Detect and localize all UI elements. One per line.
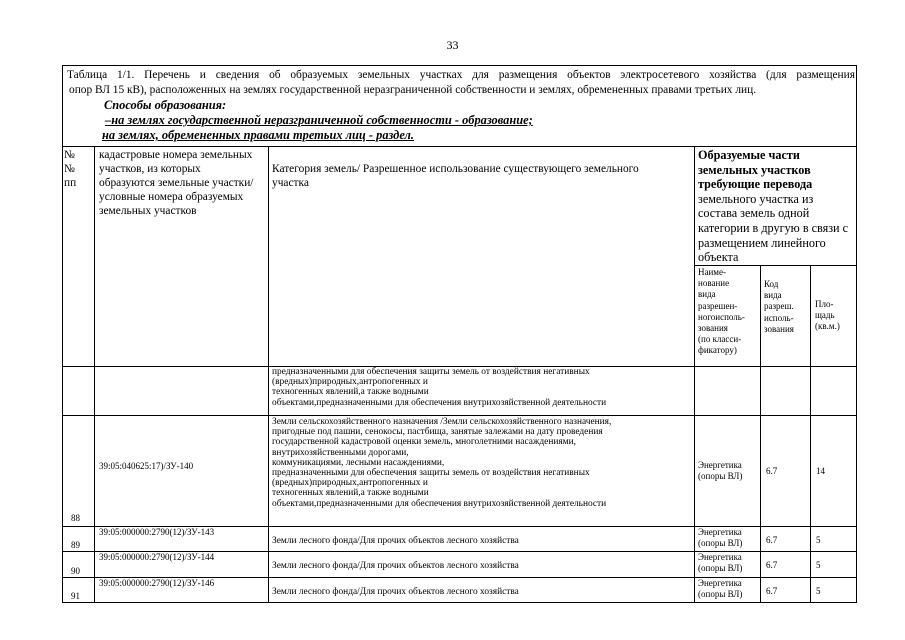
row-91-num: 91 [71,591,80,601]
category-line: предназначенными для обеспечения защиты земель от воздействия негативных [272,367,590,377]
formation-method-1: –на землях государственной неразграниченной собственности - образование; [105,113,533,127]
header-use-name-line: (по класси- [698,334,742,345]
table-title-line-2: опор ВЛ 15 кВ), расположенных на землях государственной неразграниченной собственности и землях, обремененных правами третьих лиц. [69,84,757,96]
row-90-cadastral: 39:05:000000:2790(12)/ЗУ-144 [99,552,215,562]
table-title [67,68,855,98]
header-parts-bold: Образуемые части земельных участков требующие перевода [698,148,813,192]
table-title-line-1: Таблица 1/1. Перечень и сведения об образуемых земельных участках для размещения объектов электросетевого хозяйства (для размещения [67,69,855,81]
header-num [64,148,94,190]
rule-header-top [62,146,857,147]
category-line: внутрихозяйственными дорогами, [272,447,409,458]
use-name-line: Энергетика [698,578,742,588]
header-category: Категория земель/ Разрешенное использование существующего земельного участка [272,163,639,189]
use-name-line: Энергетика [698,552,742,562]
row-89-code: 6.7 [766,535,778,545]
header-use-name-line: фикатору) [698,345,737,356]
header-cadastral: кадастровые номера земельных участков, из которых образуются земельные участки/ условные номера образуемых земельных участков [99,149,254,217]
row-89-use-name [698,527,760,549]
category-line: техногенных явлений,а также водными [272,488,429,499]
formation-methods-heading: Способы образования: [104,98,227,112]
rule-col-1 [94,146,95,603]
row-88-num: 88 [71,513,80,523]
category-line: техногенных явлений,а также водными [272,387,429,398]
rule-col-5 [810,265,811,603]
category-line: объектами,предназначенными для обеспечения внутрихозяйственной деятельности [272,397,607,408]
row-88-use-name [698,460,760,482]
header-area-line: щадь [815,310,835,321]
formation-method-2: на землях, обремененных правами третьих лиц - раздел. [102,128,414,142]
header-use-name [698,267,760,357]
category-line: предназначенными для обеспечения защиты земель от воздействия негативных [272,468,590,479]
row-88-cadastral: 39:05:040625:17)/ЗУ-140 [99,461,194,471]
header-parts-rest: земельного участка из состава земель одной категории в другую в связи с размещением линейного объекта [698,191,849,265]
use-name-line: Энергетика [698,460,742,470]
header-use-name-line: зования [698,323,728,334]
header-code-line: исполь- [764,312,794,323]
category-line: (вредных)природных,антропогенных и [272,377,428,388]
header-code-line: вида [764,290,782,301]
rule-col-4 [760,265,761,603]
row-91-category: Земли лесного фонда/Для прочих объектов лесного хозяйства [272,587,519,597]
formation-methods [103,98,803,143]
rule-col-3 [694,146,695,603]
row-89-num: 89 [71,540,80,550]
header-num-line: пп [64,177,77,189]
header-num-line: № [64,149,75,161]
use-name-line: (опоры ВЛ) [698,471,743,482]
header-parts [698,148,854,265]
header-use-name-line: вида [698,289,716,300]
header-area-line: Пло- [815,299,834,309]
category-line: пригодные под пашни, сенокосы, пастбища, занятые залежами на дату проведения [272,427,603,438]
row-89-cadastral: 39:05:000000:2790(12)/ЗУ-143 [99,527,215,537]
row-90-num: 90 [71,566,80,576]
continuation-category [272,367,692,408]
row-91-cadastral: 39:05:000000:2790(12)/ЗУ-146 [99,578,215,588]
header-use-name-line: нование [698,278,730,289]
header-code-line: зования [764,323,794,334]
use-name-line: (опоры ВЛ) [698,538,743,549]
row-91-area: 5 [816,586,821,596]
rule-subheader [694,265,857,266]
header-code-line: разреш. [764,301,794,312]
use-name-line: (опоры ВЛ) [698,563,743,574]
row-90-category: Земли лесного фонда/Для прочих объектов лесного хозяйства [272,561,519,571]
row-88-code: 6.7 [766,466,778,476]
use-name-line: Энергетика [698,527,742,537]
row-91-code: 6.7 [766,586,778,596]
header-num-line: № [64,163,75,175]
header-area-line: (кв.м.) [815,321,840,332]
rule-col-2 [268,146,269,603]
row-91-use-name [698,578,760,600]
header-use-name-line: ногоисполь- [698,311,745,322]
row-90-code: 6.7 [766,560,778,570]
row-90-area: 5 [816,560,821,570]
row-90-use-name [698,552,760,574]
header-use-name-line: Наиме- [698,267,726,277]
page-number: 33 [446,38,459,52]
header-area [815,299,857,333]
row-89-category: Земли лесного фонда/Для прочих объектов лесного хозяйства [272,536,519,546]
category-line: объектами,предназначенными для обеспечения внутрихозяйственной деятельности [272,498,607,509]
row-88-category [272,417,692,509]
category-line: Земли сельскохозяйственного назначения /Земли сельскохозяйственного назначения, [272,417,612,427]
category-line: (вредных)природных,антропогенных и [272,478,428,489]
header-code [764,279,810,335]
header-code-line: Код [764,279,779,289]
header-use-name-line: разрешен- [698,300,738,311]
row-89-area: 5 [816,535,821,545]
category-line: государственной кадастровой оценки земель, многолетними насаждениями, [272,437,576,448]
use-name-line: (опоры ВЛ) [698,589,743,600]
category-line: коммуникациями, лесными насаждениями, [272,457,445,468]
rule-continuation-bottom [62,415,857,416]
row-88-area: 14 [816,466,825,476]
